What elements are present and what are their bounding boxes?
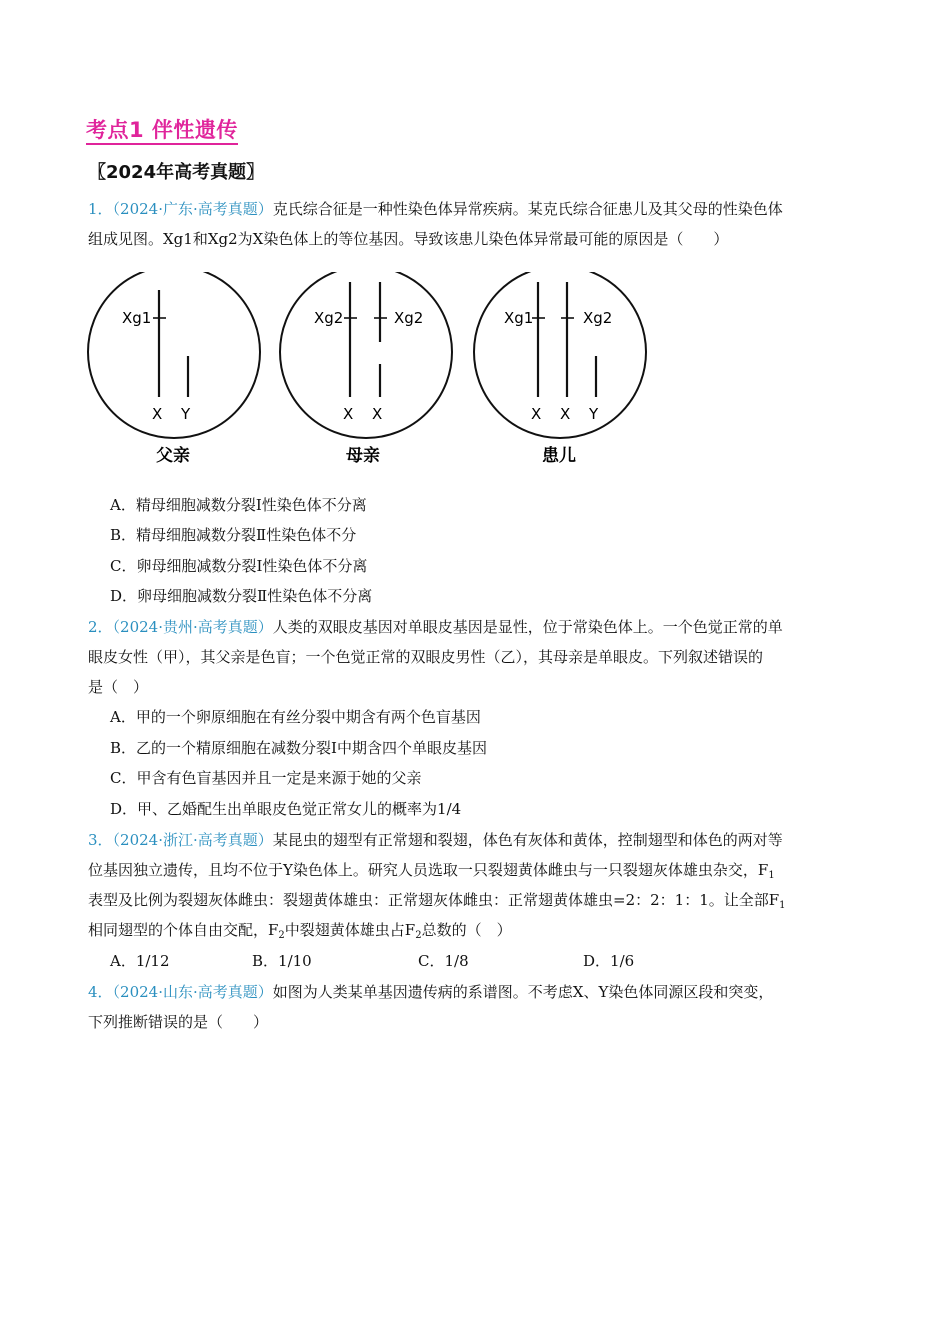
q4-line-1 (88, 981, 773, 1003)
q2-option-b[interactable]: B．乙的一个精原细胞在减数分裂Ⅰ中期含四个单眼皮基因 (110, 739, 487, 757)
sub-title: 〖2024年高考真题〗 (88, 162, 265, 183)
q3-source: （2024·浙江·高考真题） (112, 831, 273, 849)
q1-line-1 (88, 198, 783, 220)
q1-text-1: 克氏综合征是一种性染色体异常疾病。某克氏综合征患儿及其父母的性染色体 (272, 200, 783, 218)
mother-gene-left-label: Xg2 (314, 309, 344, 327)
q1-line-2: 组成见图。Xg1和Xg2为X染色体上的等位基因。导致该患儿染色体异常最可能的原因是（ ） (88, 230, 729, 248)
mother-x1-label: X (343, 405, 354, 423)
q2-option-c[interactable]: C．甲含有色盲基因并且一定是来源于她的父亲 (110, 769, 422, 787)
mother-gene-right-label: Xg2 (394, 309, 424, 327)
q1-option-c[interactable]: C．卵母细胞减数分裂Ⅰ性染色体不分离 (110, 557, 368, 575)
q3-option-a[interactable]: A．1/12 (110, 952, 170, 970)
father-cell (88, 272, 260, 466)
q2-source: （2024·贵州·高考真题） (112, 618, 273, 636)
q2-number: 2． (88, 618, 113, 636)
q4-line-2: 下列推断错误的是（ ） (88, 1013, 269, 1031)
q2-option-d[interactable]: D．甲、乙婚配生出单眼皮色觉正常女儿的概率为1/4 (110, 800, 462, 818)
mother-caption: 母亲 (346, 446, 380, 466)
q3-line-1 (88, 829, 783, 851)
q2-line-3: 是（ ） (88, 678, 149, 696)
mother-cell (280, 272, 452, 466)
child-x2-label: X (560, 405, 571, 423)
q2-line-2: 眼皮女性（甲），其父亲是色盲；一个色觉正常的双眼皮男性（乙），其母亲是单眼皮。下列叙述错误的 (88, 648, 764, 666)
q4-text-1: 如图为人类某单基因遗传病的系谱图。不考虑X、Y染色体同源区段和突变， (272, 983, 774, 1001)
mother-x2-label: X (372, 405, 383, 423)
q1-option-b[interactable]: B．精母细胞减数分裂Ⅱ性染色体不分 (110, 526, 357, 544)
q3-line-4: 相同翅型的个体自由交配，$F_2$中裂翅黄体雄虫占$F_2$总数的（ ） (88, 921, 512, 941)
q1-number: 1． (88, 200, 113, 218)
section-title: 考点1 伴性遗传 (86, 114, 238, 144)
father-caption: 父亲 (156, 446, 190, 466)
q3-option-c[interactable]: C．1/8 (418, 952, 469, 970)
q1-source: （2024·广东·高考真题） (112, 200, 273, 218)
father-gene-label: Xg1 (122, 309, 152, 327)
q2-option-a[interactable]: A．甲的一个卵原细胞在有丝分裂中期含有两个色盲基因 (110, 708, 481, 726)
q4-number: 4． (88, 983, 113, 1001)
q3-text-1: 某昆虫的翅型有正常翅和裂翅，体色有灰体和黄体，控制翅型和体色的两对等 (272, 831, 783, 849)
q1-option-d[interactable]: D．卵母细胞减数分裂Ⅱ性染色体不分离 (110, 587, 373, 605)
chromosome-figure (86, 272, 656, 472)
father-y-label: Y (181, 405, 191, 423)
child-gene-left-label: Xg1 (504, 309, 534, 327)
q3-option-b[interactable]: B．1/10 (252, 952, 312, 970)
child-caption: 患儿 (542, 446, 576, 466)
child-gene-right-label: Xg2 (583, 309, 613, 327)
q2-text-1: 人类的双眼皮基因对单眼皮基因是显性，位于常染色体上。一个色觉正常的单 (272, 618, 783, 636)
father-x-label: X (152, 405, 163, 423)
q2-line-1 (88, 616, 783, 638)
q4-source: （2024·山东·高考真题） (112, 983, 273, 1001)
q3-line-2: 位基因独立遗传，且均不位于Y染色体上。研究人员选取一只裂翅黄体雌虫与一只裂翅灰体雄虫杂交，$F_1$ (88, 861, 775, 881)
child-cell (474, 272, 646, 466)
child-y-label: Y (589, 405, 599, 423)
q3-option-d[interactable]: D．1/6 (583, 952, 635, 970)
q3-number: 3． (88, 831, 113, 849)
child-x1-label: X (531, 405, 542, 423)
q3-line-3: 表型及比例为裂翅灰体雌虫：裂翅黄体雄虫：正常翅灰体雌虫：正常翅黄体雄虫=2：2：1：1。让全部$F_1$ (88, 891, 786, 911)
q1-option-a[interactable]: A．精母细胞减数分裂Ⅰ性染色体不分离 (110, 496, 367, 514)
